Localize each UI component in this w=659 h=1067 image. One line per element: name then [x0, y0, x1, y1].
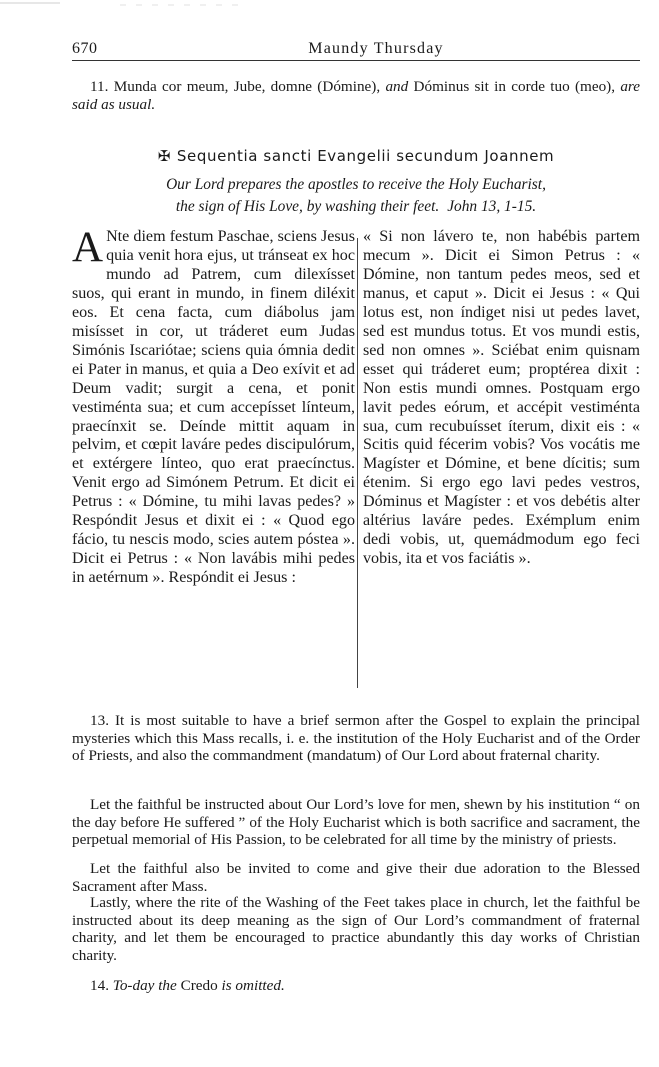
gospel-left-text: Nte diem festum Paschae, sciens Jesus quia venit hora ejus, ut tránseat ex hoc mundo ad Patrem, cum dilexísset suos, qui erant in mundo, in finem diléxit eos. Et cena facta, cum diábolus jam misísset in cor, ut tráderet eum Judas Simónis Iscariótae; sciens quia ómnia dedit ei Pater in manus, et quia a Deo exívit et ad Deum vadit; surgit a cena, et ponit vestiménta sua; et cum accepísset línteum, praecínxit se. Deínde mittit aquam in pelvim, et cœpit laváre pedes discipulórum, et extérgere línteo, quo erat praecínctus. Venit ergo ad Simónem Petrum. Et dicit ei Petrus : « Dómine, tu mihi lavas pedes? » Respóndit Jesus et dixit ei : « Quod ego fácio, tu nescis modo, scies autem póstea ». Dicit ei Petrus : « Non lavábis mihi pedes in aetérnum ». Respóndit ei Jesus : — [72, 228, 355, 587]
gospel-summary-line1: Our Lord prepares the apostles to receive the Holy Eucharist, — [166, 176, 546, 193]
running-title: Maundy Thursday — [308, 40, 444, 57]
gospel-reference: John 13, 1-15. — [447, 198, 537, 215]
running-header — [72, 38, 640, 61]
drop-cap: A — [72, 224, 104, 271]
gospel-heading-title: Sequentia sancti Evangelii secundum Joannem — [176, 147, 555, 165]
page-number: 670 — [72, 40, 98, 57]
gospel-summary-line2: the sign of His Love, by washing their feet. — [175, 198, 440, 215]
column-divider — [357, 238, 358, 688]
rubric-14-number: 14. — [90, 977, 109, 994]
gospel-summary — [72, 174, 640, 218]
scan-edge-marks — [0, 0, 240, 10]
rubric-14-omitted: is omitted. — [221, 977, 285, 994]
rubric-13-number: 13. — [90, 712, 109, 729]
rubric-13-text-2: Let the faithful be instructed about Our Lord’s love for men, shewn by his institution “ on the day before He suffered ” of the Holy Eucharist which is both sacrifice and sacrament, the perpetual memorial of His Passion, to be celebrated for all time by the ministry of priests. — [72, 796, 640, 849]
rubric-11-dominus: Dóminus sit in corde tuo (meo), — [413, 78, 616, 95]
rubric-13-text-4: Lastly, where the rite of the Washing of the Feet takes place in church, let the faithful be instructed about its deep meaning as the sign of Our Lord’s commandment of fraternal charity, and let them be encouraged to practice abundantly this day works of Christian charity. — [72, 894, 640, 964]
rubric-13-paragraph-4 — [72, 894, 640, 964]
rubric-13-text-1: It is most suitable to have a brief sermon after the Gospel to explain the principal mysteries which this Mass recalls, i. e. the institution of the Holy Eucharist and of the Order of Priests, and also the commandment (mandatum) of Our Lord about fraternal charity. — [72, 712, 641, 765]
rubric-14-credo: Credo — [180, 977, 218, 994]
gospel-right-text: « Si non lávero te, non habébis partem mecum ». Dicit ei Simon Petrus : « Dómine, non tantum pedes meos, sed et manus, et caput ». Dicit ei Jesus : « Qui lotus est, non índiget nisi ut pedes lavet, sed est mundus totus. Et vos mundi estis, sed non omnes ». Sciébat enim quisnam esset qui tráderet eum; proptérea dixit : Non estis mundi omnes. Postquam ergo lavit pedes eórum, et accépit vestiménta sua, cum recubuísset íterum, dixit eis : « Scitis quid fécerim vobis? Vos vocátis me Magíster et Dómine, et bene dícitis; sum étenim. Si ergo ego lavi pedes vestros, Dóminus et Magíster : et vos debétis alter altérius laváre pedes. Exémplum enim dedi vobis, ut, quemádmodum ego feci vobis, ita et vos faciátis ». — [363, 228, 640, 568]
rubric-13-paragraph-1 — [72, 712, 640, 765]
gospel-right-column — [363, 228, 640, 569]
rubric-14-today: To-day the — [112, 977, 177, 994]
rubric-11-number: 11. — [90, 78, 109, 95]
rubric-14 — [72, 977, 640, 995]
rubric-11-prayers: Munda cor meum, Jube, domne (Dómine), — [113, 78, 381, 95]
rubric-13-paragraph-3 — [72, 860, 640, 895]
gospel-heading — [72, 146, 640, 165]
gospel-left-column — [72, 224, 355, 588]
rubric-13-paragraph-2 — [72, 796, 640, 849]
rubric-11-and: and — [385, 78, 409, 95]
rubric-13-text-3: Let the faithful also be invited to come and give their due adoration to the Blessed Sacrament after Mass. — [72, 860, 640, 895]
latin-cross-icon: ✠ — [157, 147, 171, 165]
rubric-11 — [72, 78, 640, 113]
rubric-11-said-note: are said as usual. — [72, 78, 641, 113]
